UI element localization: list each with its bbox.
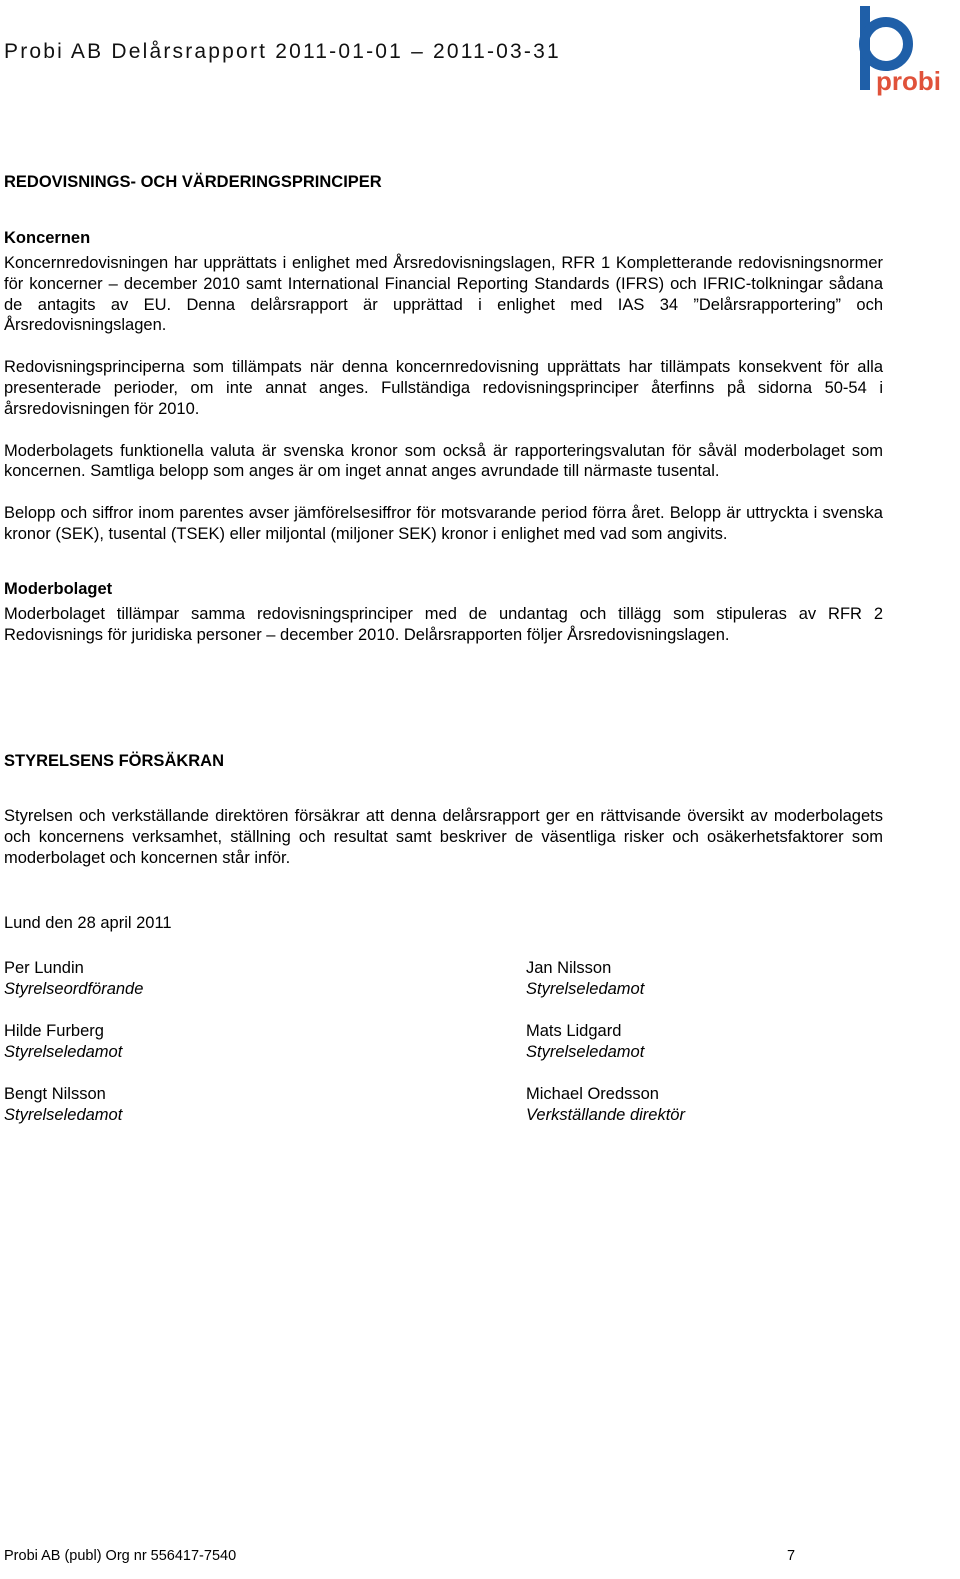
report-header-title: Probi AB Delårsrapport 2011-01-01 – 2011-03-31 [4, 40, 561, 63]
paragraph: Belopp och siffror inom parentes avser jämförelsesiffror för motsvarande period förra året. Belopp är uttryckta i svenska kronor (SEK), tusental (TSEK) eller miljontal (miljoner SEK) kronor i enlighet med vad som angivits. [4, 504, 883, 543]
paragraph: Koncernredovisningen har upprättats i enlighet med Årsredovisningslagen, RFR 1 Kompletterande redovisningsnormer för koncerner – december 2010 samt International Financial Reporting Standards (IFRS) och IFRIC-tolkningar sådana de antagits av EU. Denna delårsrapport är upprättad i enlighet med IAS 34 ”Delårsrapportering” och Årsredovisningslagen. [4, 254, 883, 335]
signatures [4, 958, 883, 1133]
paragraph: Moderbolaget tillämpar samma redovisningsprinciper med de undantag och tillägg som stipuleras av RFR 2 Redovisnings för juridiska personer – december 2010. Delårsrapporten följer Årsredovisningslagen. [4, 604, 883, 644]
page-number: 7 [787, 1548, 796, 1564]
signatory-name: Per Lundin [4, 958, 84, 977]
signatory [4, 1084, 122, 1126]
main-content [4, 170, 883, 1133]
signatory-name: Jan Nilsson [526, 958, 612, 977]
probi-logo [856, 4, 952, 96]
signatory-name: Bengt Nilsson [4, 1084, 106, 1103]
signatory [526, 1021, 644, 1063]
signatory-role: Styrelseledamot [526, 979, 645, 998]
signatory [4, 1021, 122, 1063]
signatory [526, 1084, 685, 1126]
paragraph: Styrelsen och verkställande direktören försäkrar att denna delårsrapport ger en rättvisande översikt av moderbolagets och koncernens verksamhet, ställning och resultat samt beskriver de väsentliga risker och osäkerhetsfaktorer som moderbolaget och koncernen står inför. [4, 807, 883, 867]
paragraph: Redovisningsprinciperna som tillämpats när denna koncernredovisning upprättats har tillämpats konsekvent för alla presenterade perioder, om inte annat anges. Fullständiga redovisningsprinciper återfinns på sidorna 50-54 i årsredovisningen för 2010. [4, 358, 883, 418]
signatory [526, 958, 644, 1000]
signatory [4, 958, 143, 1000]
section-heading-principles: REDOVISNINGS- OCH VÄRDERINGSPRINCIPER [4, 173, 382, 191]
signatory-role: Verkställande direktör [526, 1105, 685, 1124]
footer-company: Probi AB (publ) Org nr 556417-7540 [4, 1548, 237, 1564]
subheading-moderbolaget: Moderbolaget [4, 579, 113, 598]
paragraph: Moderbolagets funktionella valuta är svenska kronor som också är rapporteringsvalutan för såväl moderbolaget som koncernen. Samtliga belopp som anges är om inget annat anges avrundade till närmaste tusental. [4, 441, 883, 481]
signatory-role: Styrelseledamot [4, 1042, 123, 1061]
signatory-name: Hilde Furberg [4, 1021, 104, 1040]
signatory-name: Mats Lidgard [526, 1021, 622, 1040]
signing-date: Lund den 28 april 2011 [4, 913, 172, 932]
signatory-role: Styrelseledamot [526, 1042, 645, 1061]
signatory-role: Styrelseledamot [4, 1105, 123, 1124]
logo-wordmark: probi [876, 66, 941, 96]
subheading-koncernen: Koncernen [4, 229, 91, 247]
signatory-role: Styrelseordförande [4, 979, 144, 998]
signatory-name: Michael Oredsson [526, 1084, 659, 1103]
section-heading-board-assurance: STYRELSENS FÖRSÄKRAN [4, 752, 225, 771]
